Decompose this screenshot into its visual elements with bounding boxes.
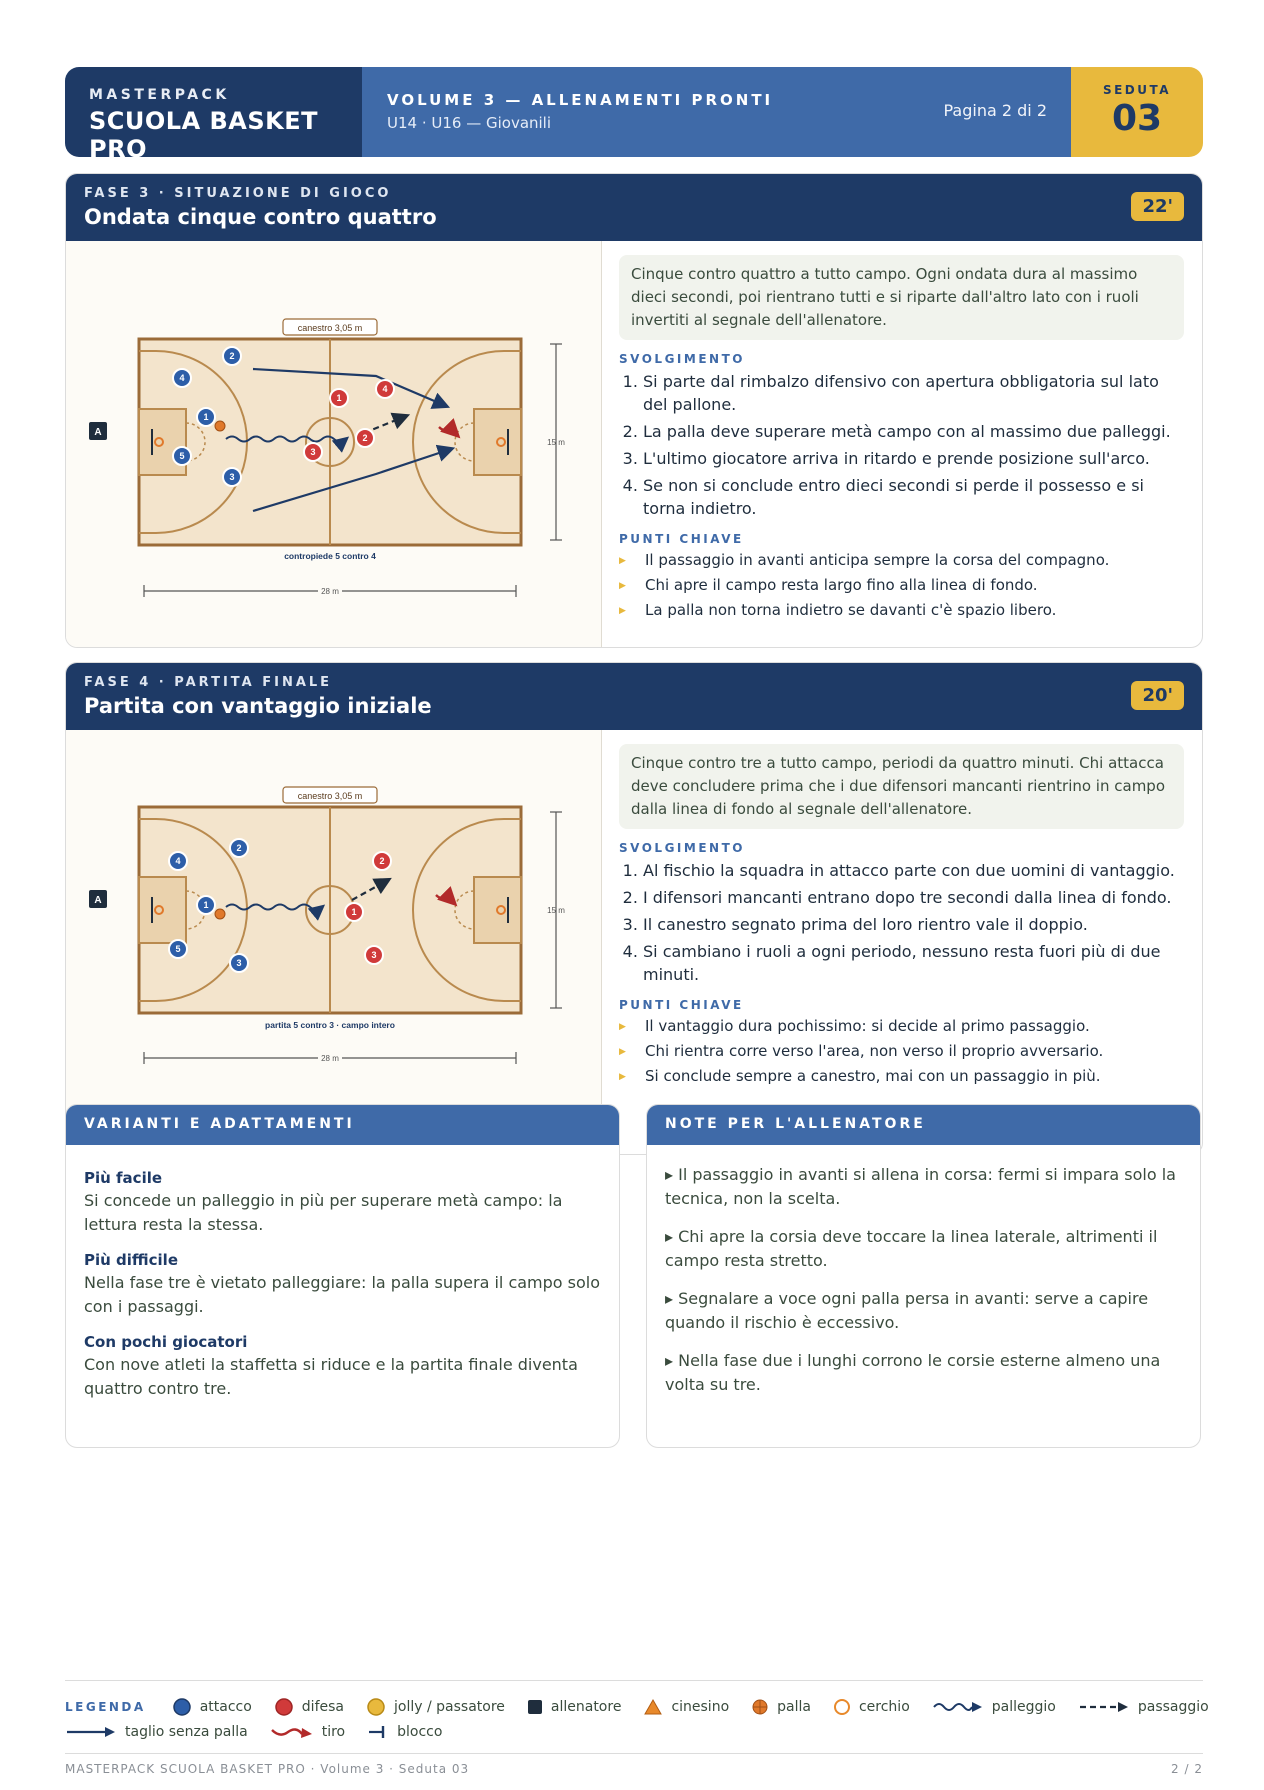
legend-label: difesa <box>301 1698 344 1715</box>
legend-label: passaggio <box>1137 1698 1209 1715</box>
ball-icon <box>751 1698 769 1716</box>
phase-kicker: FASE 3 · SITUAZIONE DI GIOCO <box>84 186 392 201</box>
variant-title: Più difficile <box>84 1251 178 1269</box>
court <box>139 807 521 1013</box>
hoop-label: canestro 3,05 m <box>297 323 363 333</box>
player-number: 4 <box>175 856 181 866</box>
screen-icon <box>367 1725 389 1739</box>
keys-title: PUNTI CHIAVE <box>619 532 744 546</box>
step-item: 2. La palla deve superare metà campo con al massimo due palleggi. <box>643 420 1184 443</box>
variants-title: VARIANTI E ADATTAMENTI <box>66 1105 619 1145</box>
width-label: 15 m <box>547 906 565 915</box>
coach-square-icon <box>527 1699 543 1715</box>
steps-list <box>619 859 1184 986</box>
player-number: 1 <box>203 900 209 910</box>
length-label: 28 m <box>321 1054 339 1063</box>
offense-circle-icon <box>172 1697 192 1717</box>
keys-title: PUNTI CHIAVE <box>619 998 744 1012</box>
dribble-arrow-icon <box>932 1699 984 1715</box>
steps-title: SVOLGIMENTO <box>619 352 745 366</box>
keys-list <box>619 550 1184 621</box>
brand-kicker: MASTERPACK <box>89 87 230 103</box>
ball-icon <box>215 909 225 919</box>
variant-text: Si concede un palleggio in più per superare metà campo: la lettura resta la stessa. <box>84 1191 563 1234</box>
legend-item <box>270 1724 345 1740</box>
duration-badge: 20' <box>1131 681 1184 710</box>
note-item: ▸ Chi apre la corsia deve toccare la linea laterale, altrimenti il campo resta stretto. <box>665 1227 1158 1270</box>
court-svg <box>66 730 602 1154</box>
step-item: 1. Al fischio la squadra in attacco parte con due uomini di vantaggio. <box>643 859 1184 882</box>
step-item: 4. Si cambiano i ruoli a ogni periodo, nessuno resta fuori più di due minuti. <box>643 940 1184 986</box>
legend <box>65 1692 1209 1746</box>
volume-title: VOLUME 3 — ALLENAMENTI PRONTI <box>387 91 774 109</box>
player-number: 2 <box>229 351 235 361</box>
key-item: ▶ Il vantaggio dura pochissimo: si decide al primo passaggio. <box>619 1016 1184 1037</box>
phase-info <box>602 730 1202 1154</box>
court-svg <box>66 241 602 647</box>
ball-icon <box>215 421 225 431</box>
cut-arrow-icon <box>65 1725 117 1739</box>
legend-item <box>527 1699 622 1715</box>
diagram-caption: contropiede 5 contro 4 <box>284 551 376 561</box>
player-number: 1 <box>351 907 357 917</box>
legend-label: allenatore <box>550 1698 622 1715</box>
player-number: 2 <box>379 856 385 866</box>
legend-label: cerchio <box>858 1698 910 1715</box>
legend-item <box>172 1697 252 1717</box>
seduta-number: 03 <box>1111 98 1163 139</box>
legend-item <box>932 1699 1056 1715</box>
phase-title: Ondata cinque contro quattro <box>84 205 437 229</box>
legend-label: taglio senza palla <box>125 1723 248 1740</box>
coach-badge: A <box>94 427 102 438</box>
length-label: 28 m <box>321 587 339 596</box>
key-item: ▶ Chi apre il campo resta largo fino alla linea di fondo. <box>619 575 1184 596</box>
brand-name: SCUOLA BASKET PRO <box>89 107 319 157</box>
variant-text: Con nove atleti la staffetta si riduce e la partita finale diventa quattro contro tre. <box>84 1355 578 1398</box>
pass-arrow-icon <box>1078 1699 1130 1715</box>
legend-item <box>274 1697 344 1717</box>
legend-label: tiro <box>321 1723 346 1740</box>
footer-text: MASTERPACK SCUOLA BASKET PRO · Volume 3 · Seduta 03 <box>65 1762 470 1776</box>
legend-label: palleggio <box>991 1698 1056 1715</box>
phase-kicker: FASE 4 · PARTITA FINALE <box>84 675 333 690</box>
phase-card-3 <box>65 173 1203 648</box>
note-item: ▸ Segnalare a voce ogni palla persa in avanti: serve a capire quando il rischio è eccessivo. <box>665 1289 1149 1332</box>
player-number: 3 <box>229 472 235 482</box>
court-diagram <box>66 730 602 1154</box>
player-number: 1 <box>336 393 342 403</box>
volume-block <box>362 67 1071 157</box>
player-number: 2 <box>236 843 242 853</box>
cone-icon <box>643 1698 663 1716</box>
brand-block <box>65 67 362 157</box>
player-number: 1 <box>203 412 209 422</box>
player-number: 3 <box>371 950 377 960</box>
seduta-block <box>1071 67 1203 157</box>
phase-title: Partita con vantaggio iniziale <box>84 694 432 718</box>
legend-item <box>366 1697 505 1717</box>
player-number: 2 <box>362 433 368 443</box>
legend-item <box>367 1724 442 1740</box>
legend-label: attacco <box>199 1698 252 1715</box>
variant-text: Nella fase tre è vietato palleggiare: la palla supera il campo solo con i passaggi. <box>84 1273 601 1316</box>
diagram-caption: partita 5 contro 3 · campo intero <box>265 1020 395 1030</box>
legend-label: cinesino <box>671 1698 730 1715</box>
volume-subtitle: U14 · U16 — Giovanili <box>387 114 552 132</box>
legend-item <box>65 1724 248 1740</box>
step-item: 4. Se non si conclude entro dieci secondi si perde il possesso e si torna indietro. <box>643 474 1184 520</box>
legend-item <box>643 1698 729 1716</box>
page-header <box>65 67 1203 157</box>
ring-icon <box>833 1698 851 1716</box>
step-item: 1. Si parte dal rimbalzo difensivo con apertura obbligatoria sul lato del pallone. <box>643 370 1184 416</box>
legend-item <box>833 1698 910 1716</box>
player-number: 4 <box>179 373 185 383</box>
player-number: 5 <box>175 944 181 954</box>
variant-title: Con pochi giocatori <box>84 1333 248 1351</box>
phase-info <box>602 241 1202 647</box>
coach-badge: A <box>94 895 102 906</box>
note-item: ▸ Il passaggio in avanti si allena in corsa: fermi si impara solo la tecnica, non la scelta. <box>665 1165 1176 1208</box>
phase-header <box>66 663 1202 730</box>
player-number: 3 <box>310 447 316 457</box>
footer-page-number: 2 / 2 <box>1171 1762 1203 1776</box>
legend-title: LEGENDA <box>65 1699 146 1714</box>
key-item: ▶ Il passaggio in avanti anticipa sempre la corsa del compagno. <box>619 550 1184 571</box>
variants-card <box>65 1104 620 1448</box>
player-number: 3 <box>236 958 242 968</box>
steps-title: SVOLGIMENTO <box>619 841 745 855</box>
note-item: ▸ Nella fase due i lunghi corrono le corsie esterne almeno una volta su tre. <box>665 1351 1161 1394</box>
duration-badge: 22' <box>1131 192 1184 221</box>
step-item: 3. Il canestro segnato prima del loro rientro vale il doppio. <box>643 913 1184 936</box>
step-item: 2. I difensori mancanti entrano dopo tre secondi dalla linea di fondo. <box>643 886 1184 909</box>
width-label: 15 m <box>547 438 565 447</box>
player-number: 4 <box>382 384 388 394</box>
phase-intro: Cinque contro tre a tutto campo, periodi da quattro minuti. Chi attacca deve concludere prima che i due difensori mancanti rientrino in campo dalla linea di fondo al segnale dell'allenatore. <box>619 744 1184 829</box>
phase-intro: Cinque contro quattro a tutto campo. Ogni ondata dura al massimo dieci secondi, poi rientrano tutti e si riparte dall'altro lato con i ruoli invertiti al segnale dell'allenatore. <box>619 255 1184 340</box>
phase-card-4 <box>65 662 1203 1155</box>
page-indicator: Pagina 2 di 2 <box>943 101 1047 120</box>
legend-item <box>1078 1699 1209 1715</box>
jolly-circle-icon <box>366 1697 386 1717</box>
shot-arrow-icon <box>270 1724 314 1740</box>
key-item: ▶ La palla non torna indietro se davanti c'è spazio libero. <box>619 600 1184 621</box>
legend-item <box>751 1698 811 1716</box>
notes-title: NOTE PER L'ALLENATORE <box>647 1105 1200 1145</box>
page-footer <box>65 1753 1203 1776</box>
phase-header <box>66 174 1202 241</box>
keys-list <box>619 1016 1184 1087</box>
step-item: 3. L'ultimo giocatore arriva in ritardo e prende posizione sull'arco. <box>643 447 1184 470</box>
legend-label: jolly / passatore <box>394 1698 505 1715</box>
player-number: 5 <box>179 451 185 461</box>
defense-circle-icon <box>274 1697 294 1717</box>
steps-list <box>619 370 1184 520</box>
legend-divider <box>65 1680 1203 1681</box>
variant-title: Più facile <box>84 1169 163 1187</box>
court <box>139 339 521 545</box>
key-item: ▶ Si conclude sempre a canestro, mai con un passaggio in più. <box>619 1066 1184 1087</box>
legend-label: blocco <box>397 1723 443 1740</box>
key-item: ▶ Chi rientra corre verso l'area, non verso il proprio avversario. <box>619 1041 1184 1062</box>
hoop-label: canestro 3,05 m <box>297 791 363 801</box>
legend-label: palla <box>777 1698 811 1715</box>
seduta-label: SEDUTA <box>1102 83 1172 97</box>
court-diagram <box>66 241 602 647</box>
notes-card <box>646 1104 1201 1448</box>
